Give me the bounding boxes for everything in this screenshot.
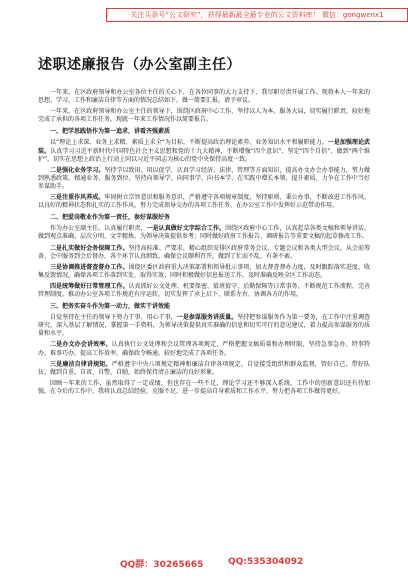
document-page: [38, 55, 370, 399]
paragraph-text: 严格遵守中央八项规定精神和廉洁自律各项规定，自觉接受组织和群众监督，管好自己、带好队伍，做到自重、自省、自警、自励，始终保持清正廉洁的良好形象。: [38, 360, 370, 376]
paragraph-emphasis: 三是注重作风养成。: [50, 194, 105, 202]
paragraph-emphasis: 二是办文办会讲效率。: [50, 341, 112, 349]
body-paragraph: [38, 167, 370, 191]
document-body: [38, 89, 370, 396]
paragraph-text: 认真学习习近平新时代中国特色社会主义思想和党的十九大精神，不断增强“四个意识”、坚定“四个自信”、做到“两个维护”，切实在思想上政治上行动上同以习近平同志为核心的党中央保持高度一致。: [38, 147, 370, 163]
section-heading: 一、把学思践悟作为第一追求，讲看齐强素质: [50, 128, 171, 136]
body-paragraph: [38, 283, 370, 299]
document-title: 述职述廉报告（办公室副主任）: [38, 57, 241, 73]
body-paragraph: [38, 341, 370, 357]
paragraph-text: 坚持把参谋服务作为第一要务，在工作中注重调查研究，深入基层了解情况，掌握第一手资料，为领导决策提供真实准确的信息和切实可行的意见建议，着力提高参谋服务的质量和水平。: [38, 314, 370, 338]
paragraph-text: 围绕区委区政府重大决策部署和领导批示事项，加大督查督办力度，及时跟踪落实进度，收集反馈情况，确保各项工作落到实处、取得实效；同时积极做好信息报送工作，及时准确反映全区工作动态。: [38, 263, 370, 279]
paragraph-emphasis: 三是协调推进督查督办工作。: [50, 263, 129, 271]
paragraph-emphasis: 一是认真做好文字综合工作。: [146, 225, 226, 233]
body-paragraph: [38, 139, 370, 163]
footer: [0, 557, 408, 571]
paragraph-emphasis: 四是统筹做好日常管理工作。: [50, 282, 129, 290]
body-paragraph: [38, 245, 370, 261]
paragraph-text: 自觉坚持在主任的领导下努力干事、用心干事，: [50, 314, 177, 322]
paragraph-text: 作为办公室副主任，认真履行职责，: [50, 225, 147, 233]
paragraph-emphasis: 二是扎实做好会务保障工作。: [50, 244, 129, 252]
section-heading: 二、把爱岗敬业作为第一责任，参好谋服好务: [50, 214, 171, 222]
body-paragraph: [38, 194, 370, 210]
paragraph-text: 围绕区政府中心工作，认真起草各类文稿和领导讲话，做到观点准确、层次分明、文字精炼，为领导决策提供参考；同时做好政府工作报告、调研报告等重要文稿的起草修改工作。: [38, 225, 370, 241]
top-banner: 关注头条号“公文研究”，获得最新最全最专业的公文资料库！ 微信：gongwenx1: [106, 8, 408, 22]
paragraph-text: 牢固树立宗旨意识和服务意识，严格遵守各项规章制度，坚持原则、秉公办事，不断改进工作作风，以良好的精神状态和扎实的工作作风，努力完成领导交办的各项工作任务，在办公室工作中发挥好示范带动作用。: [38, 194, 370, 210]
body-paragraph: 回顾一年来的工作，虽然取得了一定成绩，但也存在一些不足，理论学习还不够深入系统，工作中的创新意识还有待加强。在今后的工作中，我将认真总结经验，克服不足，进一步提高自身素质和工作水平，努力把各项工作做得更好。: [38, 379, 370, 395]
footer-qq-group: QQ群：30265665: [120, 560, 204, 570]
body-paragraph: 一年来，在区政府领导和办公室主任的领导下，围绕区政府中心工作，坚持以人为本、服务大局，切实履行职责，较好地完成了承担的各项工作任务，现就一年来工作情况作以简要报告。: [38, 108, 370, 124]
paragraph-text: 坚持高标准、严要求，精心组织安排区政府常务会议、专题会议和各类大型会议，从会前筹备、会中服务到会后督办，各个环节认真细致，确保会议顺利召开，做到了忙而不乱、有条不紊。: [38, 244, 370, 260]
body-paragraph: [38, 225, 370, 241]
paragraph-emphasis: 一是参谋服务讲质量。: [176, 314, 238, 322]
body-paragraph: [38, 264, 370, 280]
paragraph-text: 认真执行公文处理和会议管理各项规定，严格把握文稿质量和办理时限，坚持急事急办、特事特办、难事巧办，提高工作效率，确保政令畅通，较好地完成了各项任务。: [38, 341, 370, 357]
section-heading: 三、把务实奋斗作为第一动力，做实干讲效能: [50, 303, 171, 311]
body-paragraph: [38, 314, 370, 338]
paragraph-emphasis: 一是加强理论武装。: [38, 139, 370, 155]
paragraph-text: 以“理论上求深、业务上求精、素质上求全”为目标，不断提高政治理论素养、业务知识水平和履职能力。: [50, 139, 328, 147]
paragraph-text: 认真抓好公文处理、机要保密、值班值守、后勤保障等日常事务，不断规范工作流程、完善管理制度，推动办公室各项工作规范有序运转，切实发挥了承上启下、联系左右、协调各方的作用。: [38, 282, 370, 298]
footer-qq: QQ:535304092: [228, 557, 304, 567]
body-paragraph: [38, 361, 370, 377]
body-paragraph: 一年来，在区政府领导和办公室各位主任的关心下，在各位同事的大力支持下，我尽职尽责开展工作。现将本人一年来的思想、学习、工作和廉洁自律等方面的情况总结如下，做一简要汇报，请予审议。: [38, 89, 370, 105]
paragraph-text: 坚持学以致用、用以促学，认真学习经济、法律、管理等方面知识，提高办文办会办事能力，努力做到熟悉政策、精通业务、服务到位。坚持向领导学、向同事学、向书本学，在实践中增长本领、提升素质，力争在工作中当好参谋助手。: [38, 166, 370, 190]
paragraph-emphasis: 二是强化业务学习。: [50, 166, 105, 174]
paragraph-emphasis: 三是廉洁自律讲规矩。: [50, 360, 112, 368]
